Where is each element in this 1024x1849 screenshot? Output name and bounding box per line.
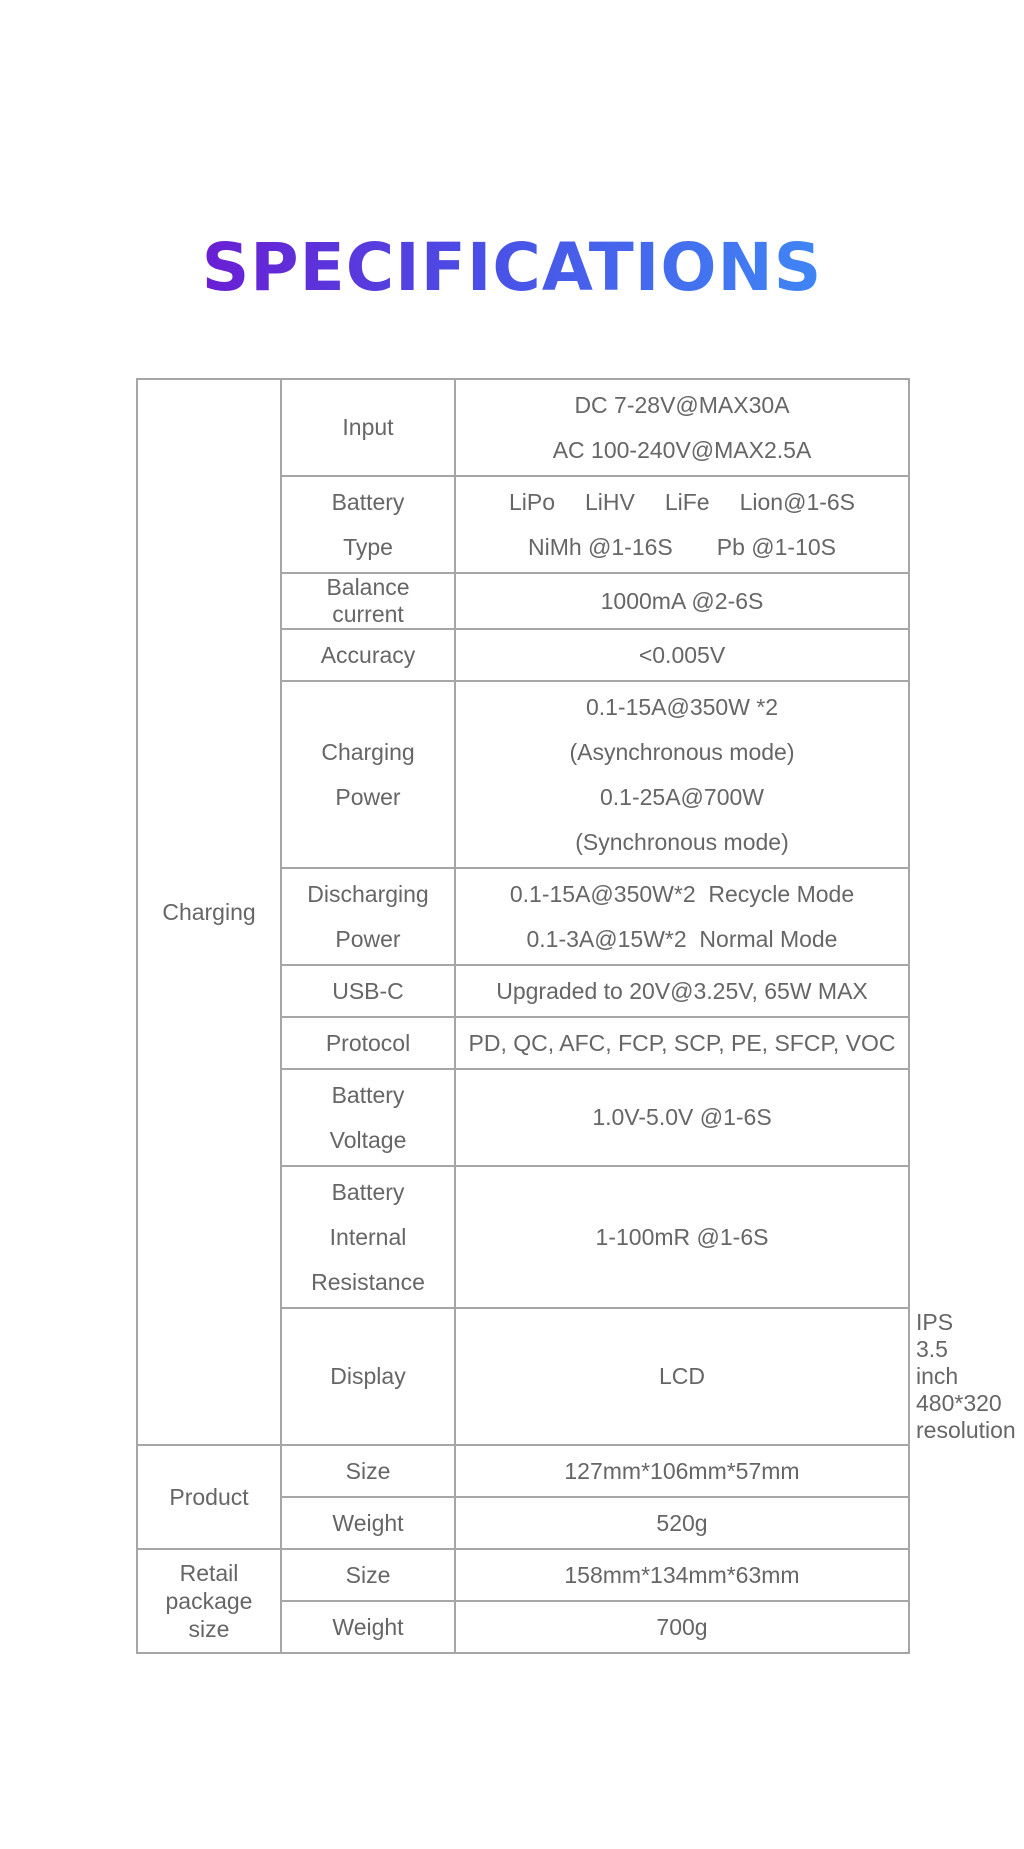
group-line: size (188, 1616, 230, 1642)
battery-types-line (462, 525, 902, 570)
value-protocol: PD, QC, AFC, FCP, SCP, PE, SFCP, VOC (455, 1017, 909, 1069)
label-accuracy: Accuracy (281, 629, 455, 681)
battery-types-line (462, 480, 902, 525)
table-row (137, 1445, 909, 1497)
label-balance-current: Balance current (281, 573, 455, 629)
group-line: package (165, 1588, 253, 1614)
value-line: 0.1-15A@350W *2 (585, 693, 779, 720)
value-line: 0.1-3A@15W*2 Normal Mode (526, 925, 838, 952)
label-internal-resistance (281, 1166, 455, 1308)
battery-type-item: LiPo (508, 488, 555, 515)
label-line: Type (343, 533, 393, 560)
value-battery-type (455, 476, 909, 573)
value-line: (Asynchronous mode) (569, 738, 795, 765)
title-text: SPECIFICATIONS (201, 229, 823, 306)
label-input: Input (281, 379, 455, 476)
value-product-size: 127mm*106mm*57mm (455, 1445, 909, 1497)
group-retail-package-size (137, 1549, 281, 1653)
label-line: Voltage (329, 1126, 407, 1153)
battery-type-item: NiMh @1-16S (527, 533, 673, 560)
label-line: Internal (329, 1223, 407, 1250)
label-line: Power (335, 925, 401, 952)
value-charging-power (455, 681, 909, 868)
value-balance-current: 1000mA @2-6S (455, 573, 909, 629)
label-charging-power (281, 681, 455, 868)
label-line: Resistance (311, 1268, 425, 1295)
label-product-size: Size (281, 1445, 455, 1497)
value-package-size: 158mm*134mm*63mm (455, 1549, 909, 1601)
label-lcd: LCD (455, 1308, 909, 1445)
group-line: Retail (179, 1560, 239, 1586)
label-usb-c: USB-C (281, 965, 455, 1017)
group-display: Display (281, 1308, 455, 1445)
label-product-weight: Weight (281, 1497, 455, 1549)
battery-type-item: Lion@1-6S (739, 488, 856, 515)
value-accuracy: <0.005V (455, 629, 909, 681)
table-row: Display LCD IPS 3.5 inch 480*320 resolution (137, 1308, 909, 1445)
value-battery-voltage: 1.0V-5.0V @1-6S (455, 1069, 909, 1166)
battery-type-item: LiFe (664, 488, 710, 515)
label-line: Charging (321, 738, 415, 765)
value-internal-resistance: 1-100mR @1-6S (455, 1166, 909, 1308)
page-title (0, 228, 1024, 308)
value-product-weight: 520g (455, 1497, 909, 1549)
value-discharging-power (455, 868, 909, 965)
group-product: Product (137, 1445, 281, 1549)
value-usb-c: Upgraded to 20V@3.25V, 65W MAX (455, 965, 909, 1017)
label-protocol: Protocol (281, 1017, 455, 1069)
label-line: Discharging (307, 880, 429, 907)
value-package-weight: 700g (455, 1601, 909, 1653)
label-package-weight: Weight (281, 1601, 455, 1653)
specifications-table (136, 378, 1016, 1654)
label-line: Battery (331, 488, 405, 515)
group-charging: Charging (137, 379, 281, 1445)
label-battery-voltage (281, 1069, 455, 1166)
value-line: AC 100-240V@MAX2.5A (552, 436, 812, 463)
table-row (137, 1549, 909, 1601)
label-battery-type (281, 476, 455, 573)
table-row (137, 379, 909, 476)
value-line: 0.1-25A@700W (600, 783, 764, 810)
value-line: (Synchronous mode) (575, 828, 789, 855)
label-package-size: Size (281, 1549, 455, 1601)
value-input (455, 379, 909, 476)
value-line: 0.1-15A@350W*2 Recycle Mode (509, 880, 855, 907)
battery-type-item: Pb @1-10S (716, 533, 837, 560)
battery-type-item: LiHV (585, 488, 635, 515)
label-line: Battery (331, 1178, 405, 1205)
label-discharging-power (281, 868, 455, 965)
label-line: Power (335, 783, 401, 810)
value-line: DC 7-28V@MAX30A (574, 391, 790, 418)
label-line: Battery (331, 1081, 405, 1108)
